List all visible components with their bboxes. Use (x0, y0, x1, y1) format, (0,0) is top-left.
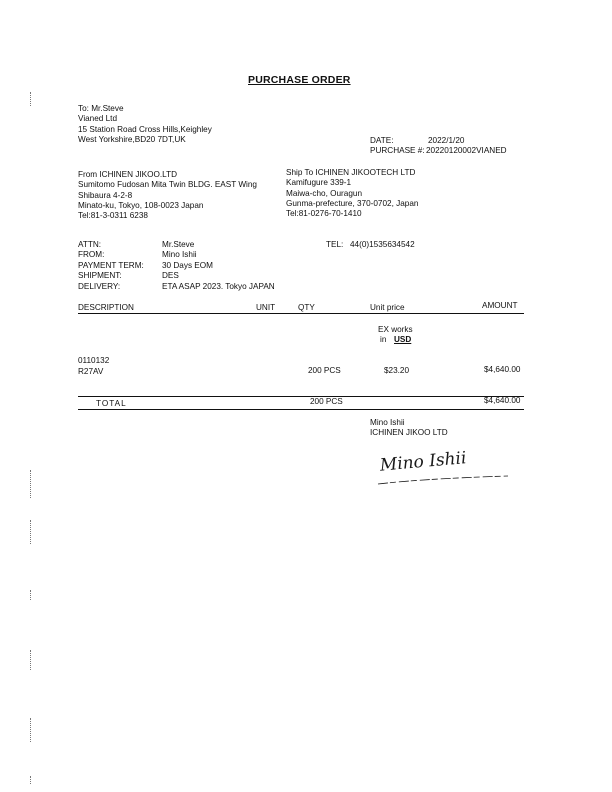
price-currency: USD (394, 335, 412, 344)
to-address-block (78, 104, 212, 145)
margin-mark (30, 718, 31, 742)
detail-label: DELIVERY: (78, 281, 121, 291)
detail-label: PAYMENT TERM: (78, 260, 144, 270)
ship-to-line: Tel:81-0276-70-1410 (286, 209, 362, 218)
from-line: Tel:81-3-0311 6238 (78, 211, 148, 220)
item-qty: 200 PCS (308, 366, 341, 375)
ship-to-block (286, 168, 418, 219)
detail-value: Mino Ishii (162, 250, 197, 260)
total-qty: 200 PCS (310, 397, 343, 406)
margin-mark (30, 520, 31, 544)
ship-to-line: Kamifugure 339-1 (286, 178, 352, 188)
header-unit-price: Unit price (370, 303, 405, 312)
total-top-rule (78, 396, 524, 397)
from-line: Shibaura 4-2-8 (78, 190, 133, 200)
item-unit-price: $23.20 (384, 366, 410, 375)
detail-value: ETA ASAP 2023. Tokyo JAPAN (162, 281, 275, 291)
header-amount: AMOUNT (482, 301, 518, 310)
detail-label: ATTN: (78, 240, 102, 249)
to-line: Vianed Ltd (78, 114, 118, 124)
item-code: 0110132 (78, 356, 110, 365)
signer-company: ICHINEN JIKOO LTD (370, 428, 448, 437)
margin-mark (30, 776, 31, 784)
details-labels (78, 240, 144, 292)
to-line: To: Mr.Steve (78, 104, 124, 113)
po-label: PURCHASE #: (370, 146, 425, 155)
ship-to-line: Maiwa-cho, Ouragun (286, 188, 362, 198)
header-description: DESCRIPTION (78, 303, 134, 312)
header-qty: QTY (298, 303, 315, 312)
po-number: 20220120002VIANED (426, 146, 507, 155)
total-label: TOTAL (96, 399, 127, 408)
ship-to-line: Gunma-prefecture, 370-0702, Japan (286, 198, 419, 208)
margin-mark (30, 590, 31, 600)
total-bottom-rule (78, 409, 524, 410)
header-unit: UNIT (256, 303, 276, 312)
detail-value: DES (162, 271, 179, 281)
signer-name: Mino Ishii (370, 418, 405, 427)
item-amount: $4,640.00 (484, 365, 521, 374)
tel-label: TEL: (326, 240, 344, 249)
details-values (162, 240, 275, 292)
detail-value: Mr.Steve (162, 240, 195, 249)
price-basis: EX works (378, 325, 413, 334)
price-basis-in: in (380, 335, 387, 344)
document-title: PURCHASE ORDER (248, 74, 351, 86)
header-rule (78, 313, 524, 314)
from-address-block (78, 170, 257, 221)
detail-label: SHIPMENT: (78, 271, 122, 281)
margin-mark (30, 92, 31, 106)
from-line: Sumitomo Fudosan Mita Twin BLDG. EAST Wing (78, 180, 257, 190)
total-amount: $4,640.00 (484, 396, 521, 405)
handwritten-signature (374, 440, 514, 490)
from-line: Minato-ku, Tokyo, 108-0023 Japan (78, 200, 204, 210)
margin-mark (30, 650, 31, 670)
item-name: R27AV (78, 367, 104, 376)
signature-handwriting: Mino Ishii (379, 448, 468, 476)
detail-label: FROM: (78, 250, 105, 260)
to-line: 15 Station Road Cross Hills,Keighley (78, 124, 212, 134)
margin-mark (30, 470, 31, 498)
ship-to-line: Ship To ICHINEN JIKOOTECH LTD (286, 168, 416, 177)
tel-value: 44(0)1535634542 (350, 240, 415, 249)
to-line: West Yorkshire,BD20 7DT,UK (78, 134, 186, 144)
detail-value: 30 Days EOM (162, 260, 213, 270)
date-label: DATE: (370, 136, 394, 145)
date-value: 2022/1/20 (428, 136, 465, 145)
from-line: From ICHINEN JIKOO.LTD (78, 170, 178, 179)
